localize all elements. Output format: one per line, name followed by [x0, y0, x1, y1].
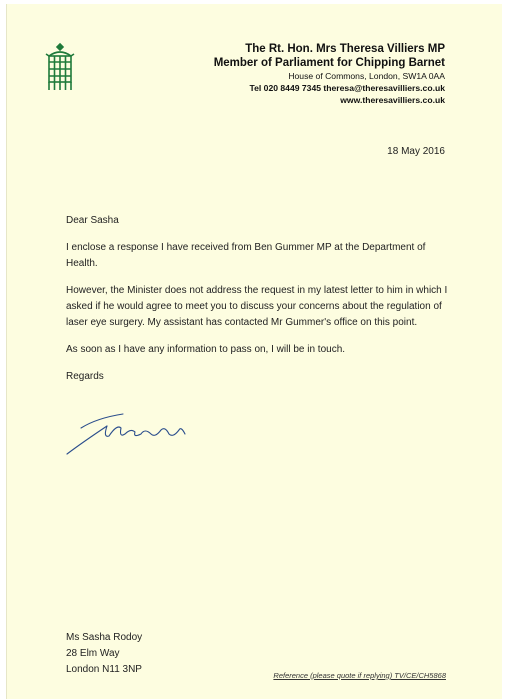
mp-role: Member of Parliament for Chipping Barnet — [213, 57, 445, 69]
reference-line: Reference (please quote if replying) TV/CE/CH5868 — [273, 671, 446, 680]
paragraph-1: I enclose a response I have received from Ben Gummer MP at the Department of Health. — [66, 242, 426, 269]
letter-date: 18 May 2016 — [387, 146, 445, 157]
letter-body — [66, 213, 456, 396]
recipient-name: Ms Sasha Rodoy — [66, 632, 143, 643]
mp-website: www.theresavilliers.co.uk — [340, 95, 445, 105]
paragraph-2: However, the Minister does not address the request in my latest letter to him in which I asked if he would agree to meet you to discuss your concerns about the regulation of laser eye surgery. My assistant has contacted Mr Gummer's office on this point. — [66, 285, 448, 328]
signature — [63, 404, 193, 464]
closing: Regards — [66, 371, 104, 382]
mp-address: House of Commons, London, SW1A 0AA — [288, 71, 445, 81]
recipient-address — [66, 630, 142, 678]
mp-name: The Rt. Hon. Mrs Theresa Villiers MP — [245, 43, 445, 55]
letterhead — [214, 42, 445, 106]
mp-contact: Tel 020 8449 7345 theresa@theresavilliers.co.uk — [249, 83, 445, 93]
portcullis-icon — [45, 42, 75, 96]
letter-page — [6, 4, 502, 699]
recipient-city: London N11 3NP — [66, 664, 142, 675]
recipient-street: 28 Elm Way — [66, 648, 120, 659]
salutation: Dear Sasha — [66, 215, 119, 226]
paragraph-3: As soon as I have any information to pass on, I will be in touch. — [66, 344, 346, 355]
